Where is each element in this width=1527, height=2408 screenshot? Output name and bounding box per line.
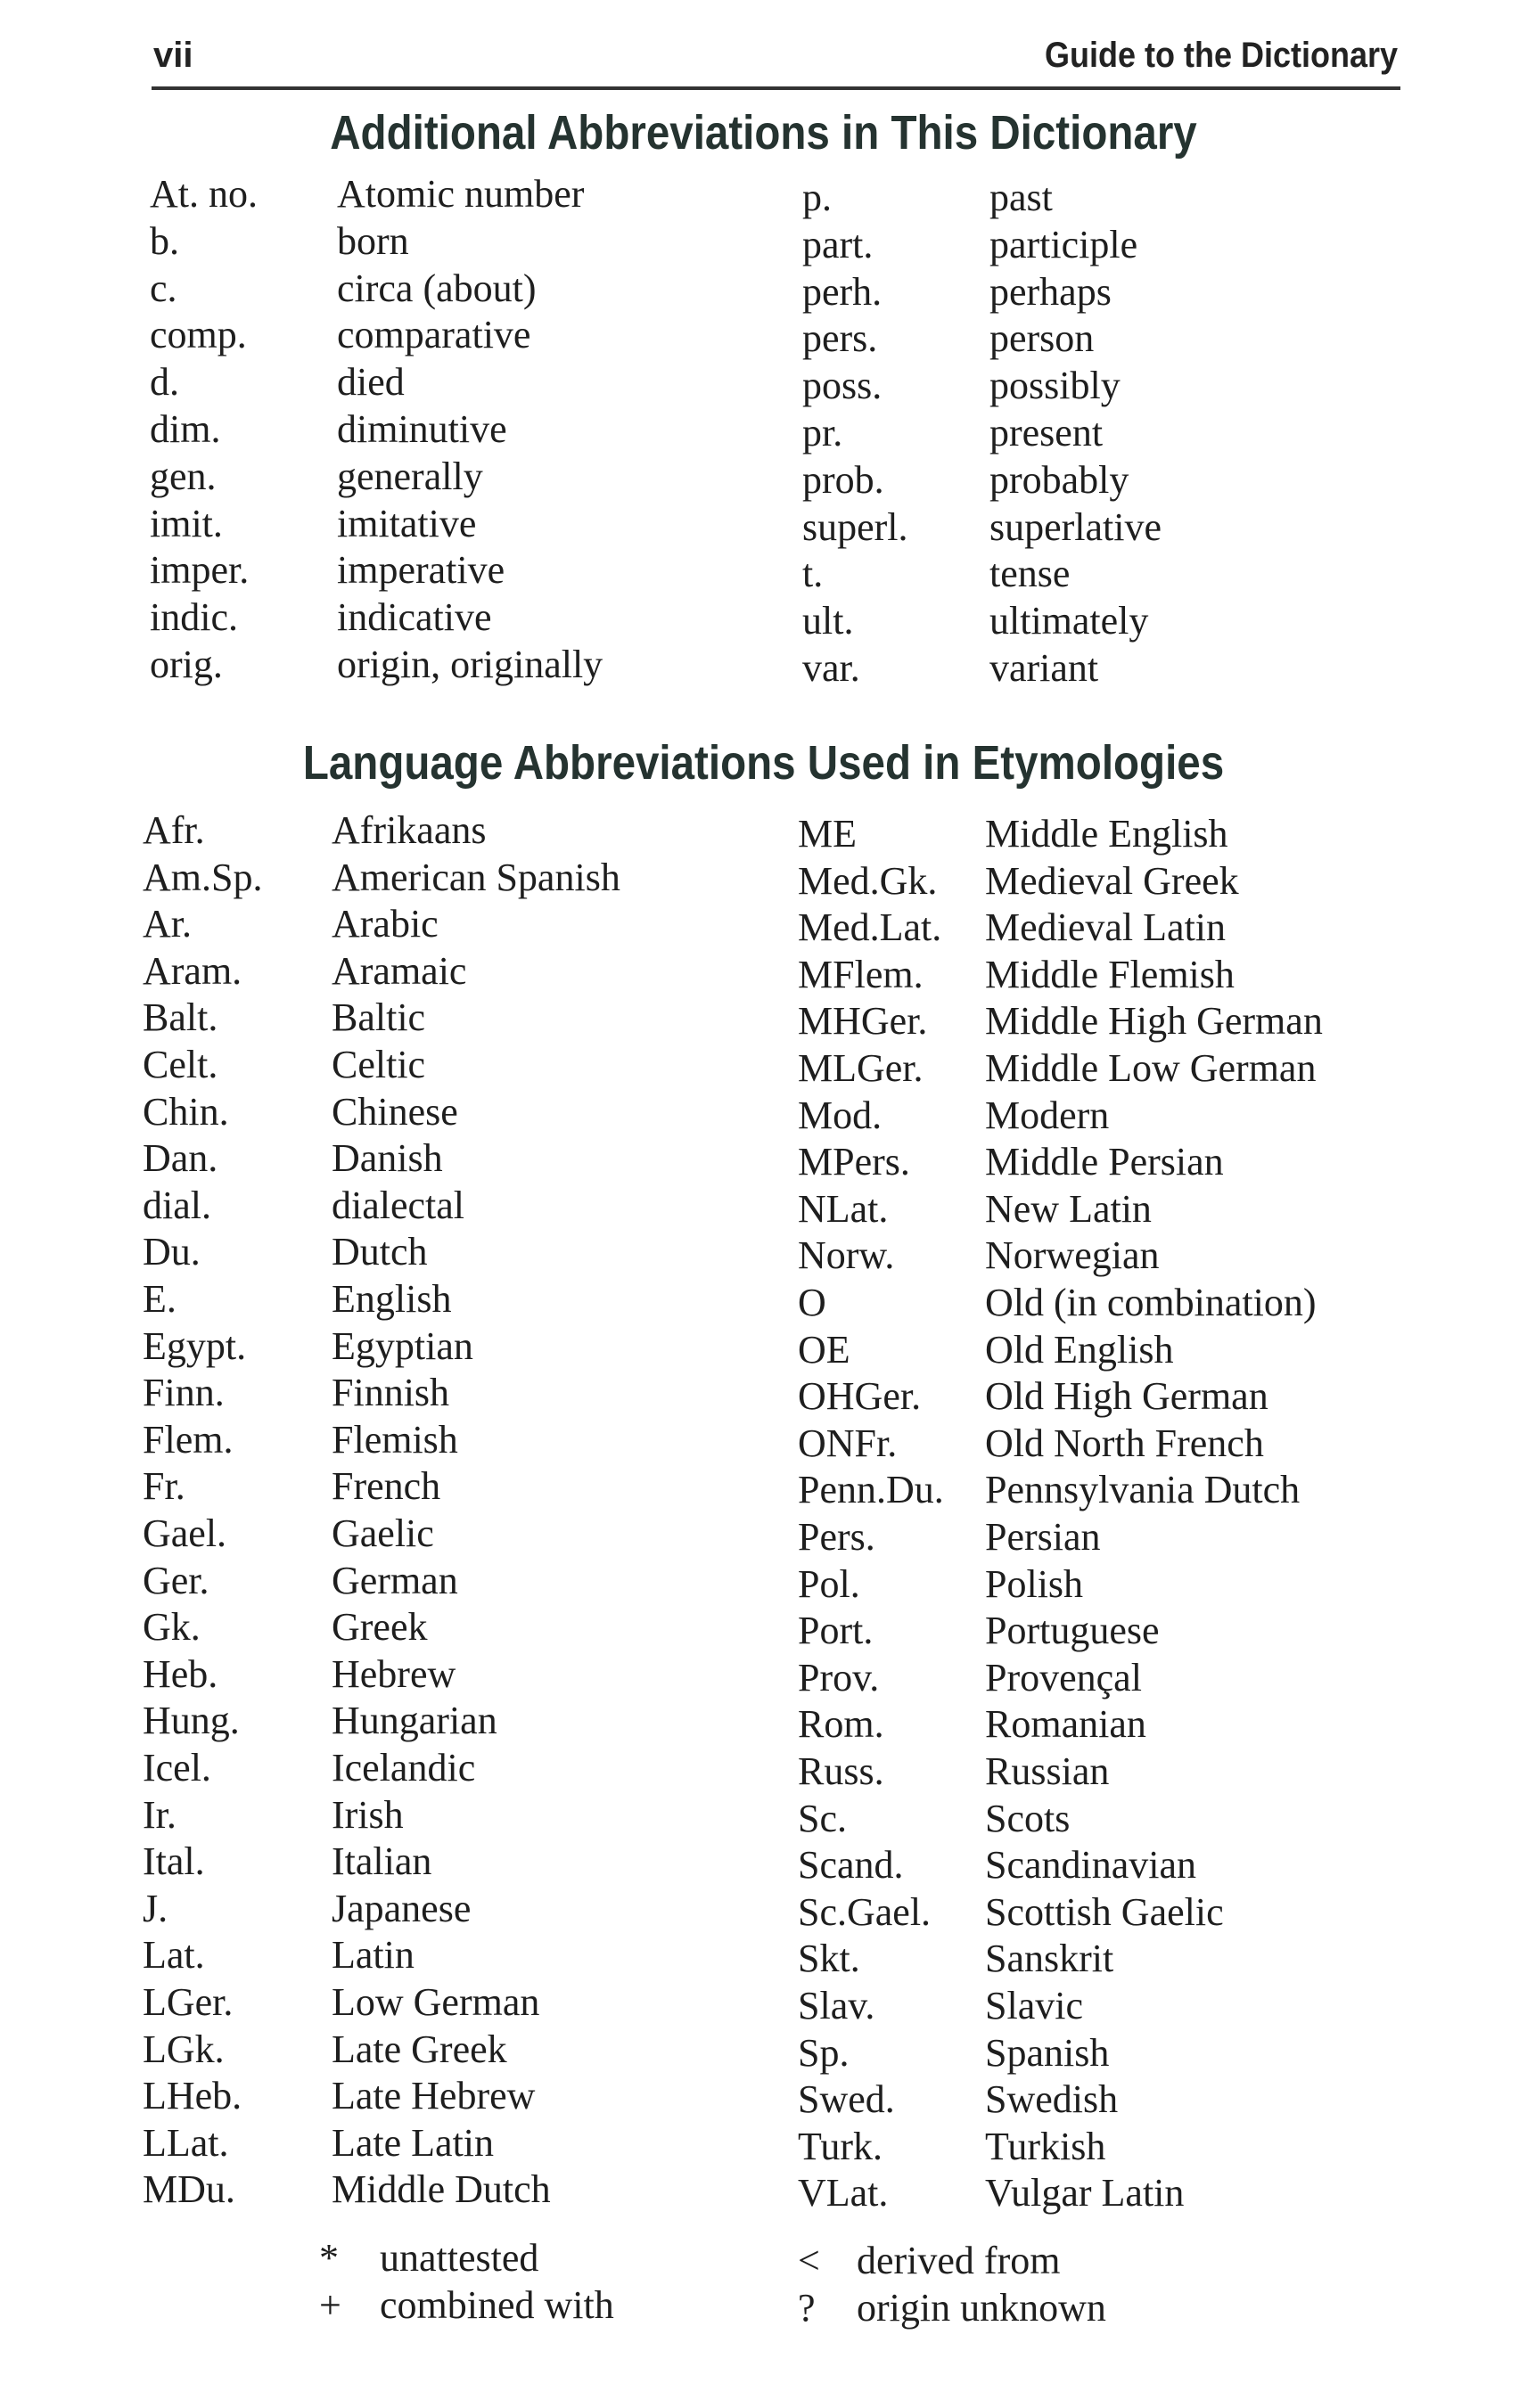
abbreviation-meaning: person [989, 316, 1095, 361]
abbreviation-meaning: Icelandic [332, 1746, 476, 1790]
abbreviation: Ital. [143, 1839, 205, 1884]
abbreviation: superl. [802, 504, 908, 549]
abbreviation-meaning: Medieval Greek [985, 858, 1239, 903]
abbreviation-meaning: diminutive [337, 407, 507, 451]
symbol-meaning: unattested [380, 2236, 539, 2280]
abbreviation-meaning: comparative [337, 313, 531, 357]
section-title-languages: Language Abbreviations Used in Etymologies [302, 736, 1225, 790]
header-rule [152, 86, 1400, 90]
abbreviation-meaning: died [337, 360, 405, 405]
abbreviation-meaning: present [989, 411, 1104, 455]
abbreviation-meaning: imperative [337, 548, 505, 593]
abbreviation-meaning: Baltic [332, 995, 426, 1040]
abbreviation: Scand. [798, 1843, 904, 1888]
abbreviation: pers. [802, 316, 878, 361]
abbreviation: LLat. [143, 2120, 229, 2165]
abbreviation-meaning: Middle Low German [985, 1046, 1317, 1090]
abbreviation-meaning: Low German [332, 1980, 540, 2024]
abbreviation-meaning: Modern [985, 1093, 1110, 1137]
abbreviation: Turk. [798, 2124, 883, 2168]
abbreviation-meaning: Slavic [985, 1984, 1083, 2027]
symbol-origin-unknown [798, 2285, 1106, 2330]
abbreviation: MPers. [798, 1140, 910, 1184]
abbreviation-meaning: Persian [985, 1515, 1101, 1559]
abbreviation-meaning: Japanese [332, 1886, 472, 1930]
abbreviation-meaning: indicative [337, 595, 492, 640]
abbreviation: imper. [150, 548, 250, 593]
abbreviation-meaning: Chinese [332, 1089, 458, 1134]
abbreviation-meaning: Late Hebrew [332, 2074, 536, 2118]
abbreviation: Pers. [798, 1515, 875, 1559]
abbreviation-meaning: Celtic [332, 1043, 426, 1086]
abbreviation: Gk. [143, 1605, 201, 1650]
abbreviation-meaning: Pennsylvania Dutch [985, 1468, 1301, 1512]
abbreviation: At. no. [150, 172, 258, 216]
abbreviation-meaning: ultimately [989, 599, 1149, 643]
abbreviation: LGer. [143, 1980, 234, 2024]
abbreviation: Russ. [798, 1749, 884, 1793]
abbreviation: O [798, 1281, 826, 1324]
symbol-mark: < [798, 2239, 820, 2282]
abbreviation-meaning: Provençal [985, 1655, 1142, 1700]
abbreviation: ult. [802, 599, 854, 643]
abbreviation-meaning: Middle English [985, 812, 1228, 856]
abbreviation: Am.Sp. [143, 855, 263, 899]
abbreviation: MLGer. [798, 1046, 924, 1090]
abbreviation-meaning: Late Latin [332, 2120, 495, 2165]
abbreviation: b. [150, 218, 179, 263]
abbreviation: c. [150, 266, 177, 310]
abbreviation: Penn.Du. [798, 1468, 944, 1512]
abbreviation: p. [802, 176, 832, 219]
abbreviation: Celt. [143, 1043, 218, 1086]
abbreviation-meaning: Romanian [985, 1702, 1146, 1747]
symbol-meaning: derived from [857, 2239, 1061, 2282]
abbreviation-meaning: dialectal [332, 1183, 465, 1227]
abbreviation-meaning: tense [989, 552, 1071, 596]
abbreviation: ME [798, 812, 857, 856]
abbreviation: Ger. [143, 1558, 209, 1602]
abbreviation: Med.Lat. [798, 905, 942, 950]
abbreviation-meaning: Polish [985, 1561, 1084, 1606]
abbreviation: OE [798, 1327, 850, 1372]
abbreviation-meaning: Russian [985, 1749, 1110, 1793]
symbol-derived-from [798, 2238, 1061, 2283]
symbol-combined-with [319, 2282, 614, 2328]
abbreviation: Afr. [143, 808, 205, 852]
abbreviation-meaning: possibly [989, 364, 1121, 408]
abbreviation: MHGer. [798, 999, 928, 1044]
abbreviation-meaning: Middle Flemish [985, 952, 1235, 996]
abbreviation: Balt. [143, 995, 218, 1040]
abbreviation-meaning: Flemish [332, 1417, 458, 1462]
abbreviation: pr. [802, 411, 843, 455]
abbreviation: Swed. [798, 2077, 895, 2122]
abbreviation: Chin. [143, 1089, 229, 1134]
abbreviation-meaning: Greek [332, 1605, 428, 1650]
abbreviation: Sp. [798, 2030, 850, 2075]
abbreviation-meaning: generally [337, 454, 483, 498]
abbreviation: Slav. [798, 1984, 875, 2027]
abbreviation-meaning: Atomic number [337, 172, 585, 216]
abbreviation-meaning: participle [989, 222, 1138, 266]
abbreviation: dim. [150, 407, 221, 451]
abbreviation-meaning: American Spanish [332, 855, 620, 899]
abbreviation-meaning: born [337, 218, 409, 263]
abbreviation: prob. [802, 457, 884, 502]
abbreviation-meaning: Middle High German [985, 999, 1323, 1044]
abbreviation-meaning: Italian [332, 1839, 432, 1884]
abbreviation-meaning: Aramaic [332, 948, 467, 993]
abbreviation: Sc. [798, 1796, 847, 1840]
symbol-mark: + [319, 2283, 341, 2327]
symbol-mark: * [319, 2236, 339, 2280]
abbreviation: imit. [150, 501, 223, 545]
abbreviation: d. [150, 360, 179, 405]
abbreviation-meaning: imitative [337, 501, 477, 545]
abbreviation-meaning: German [332, 1558, 458, 1602]
abbreviation: Icel. [143, 1746, 211, 1790]
abbreviation: comp. [150, 313, 247, 357]
abbreviation-meaning: New Latin [985, 1186, 1152, 1231]
abbreviation: J. [143, 1886, 168, 1930]
abbreviation: dial. [143, 1183, 211, 1227]
page-number: vii [153, 36, 193, 75]
abbreviation-meaning: French [332, 1464, 441, 1509]
abbreviation: Lat. [143, 1933, 205, 1978]
abbreviation-meaning: Egyptian [332, 1323, 473, 1368]
abbreviation: Finn. [143, 1371, 225, 1415]
abbreviation: orig. [150, 643, 223, 686]
abbreviation-meaning: Portuguese [985, 1609, 1160, 1653]
abbreviation-meaning: Afrikaans [332, 808, 487, 852]
abbreviation: part. [802, 222, 874, 266]
abbreviation: gen. [150, 454, 217, 498]
abbreviation-meaning: Dutch [332, 1230, 428, 1274]
running-head: Guide to the Dictionary [1044, 36, 1398, 75]
abbreviation-meaning: Old (in combination) [985, 1281, 1317, 1324]
abbreviation-meaning: Scots [985, 1796, 1071, 1840]
abbreviation-meaning: Latin [332, 1933, 415, 1978]
abbreviation-meaning: Scottish Gaelic [985, 1889, 1224, 1934]
abbreviation: Dan. [143, 1136, 218, 1181]
symbol-meaning: origin unknown [857, 2286, 1106, 2330]
abbreviation-meaning: Old English [985, 1327, 1174, 1372]
abbreviation: LGk. [143, 2027, 225, 2071]
abbreviation: OHGer. [798, 1374, 922, 1419]
abbreviation: Rom. [798, 1702, 884, 1747]
abbreviation-meaning: Medieval Latin [985, 905, 1227, 950]
abbreviation-meaning: Spanish [985, 2030, 1110, 2075]
abbreviation: Ir. [143, 1792, 177, 1837]
abbreviation-meaning: Finnish [332, 1371, 450, 1415]
abbreviation: LHeb. [143, 2074, 242, 2118]
abbreviation-meaning: Hungarian [332, 1699, 497, 1743]
abbreviation: perh. [802, 269, 883, 314]
abbreviation: Hung. [143, 1699, 240, 1743]
abbreviation: Du. [143, 1230, 201, 1274]
abbreviation-meaning: Old North French [985, 1421, 1264, 1465]
abbreviation: Ar. [143, 902, 192, 946]
abbreviation: poss. [802, 364, 883, 408]
abbreviation: Aram. [143, 948, 242, 993]
symbol-meaning: combined with [380, 2283, 614, 2327]
abbreviation: VLat. [798, 2171, 889, 2216]
abbreviation-meaning: Arabic [332, 902, 439, 946]
abbreviation: E. [143, 1277, 177, 1321]
abbreviation: var. [802, 646, 860, 690]
abbreviation-meaning: Turkish [985, 2124, 1106, 2168]
abbreviation-meaning: English [332, 1277, 452, 1321]
abbreviation: Mod. [798, 1093, 883, 1137]
abbreviation-meaning: probably [989, 457, 1129, 502]
abbreviation-meaning: superlative [989, 504, 1162, 549]
abbreviation: Heb. [143, 1651, 218, 1696]
abbreviation-meaning: Middle Persian [985, 1140, 1224, 1184]
abbreviation-meaning: circa (about) [337, 266, 537, 310]
symbol-mark: ? [798, 2286, 816, 2330]
abbreviation: NLat. [798, 1186, 889, 1231]
abbreviation-meaning: Scandinavian [985, 1843, 1197, 1888]
abbreviation-meaning: Late Greek [332, 2027, 507, 2071]
section-title-additional: Additional Abbreviations in This Dictionary [330, 106, 1197, 160]
abbreviation-meaning: past [989, 176, 1053, 219]
abbreviation: Norw. [798, 1233, 895, 1278]
abbreviation: Skt. [798, 1937, 860, 1981]
abbreviation: Prov. [798, 1655, 880, 1700]
abbreviation: Med.Gk. [798, 858, 938, 903]
abbreviation-meaning: Norwegian [985, 1233, 1160, 1278]
abbreviation-meaning: perhaps [989, 269, 1112, 314]
abbreviation: MFlem. [798, 952, 924, 996]
abbreviation-meaning: Gaelic [332, 1511, 434, 1555]
abbreviation: Sc.Gael. [798, 1889, 932, 1934]
abbreviation: Flem. [143, 1417, 234, 1462]
abbreviation: t. [802, 552, 824, 596]
abbreviation-meaning: Swedish [985, 2077, 1119, 2122]
abbreviation: MDu. [143, 2167, 235, 2212]
abbreviation-meaning: Old High German [985, 1374, 1268, 1419]
abbreviation-meaning: origin, originally [337, 643, 603, 686]
abbreviation-meaning: Middle Dutch [332, 2167, 551, 2212]
abbreviation: ONFr. [798, 1421, 898, 1465]
abbreviation-meaning: Danish [332, 1136, 443, 1181]
abbreviation-meaning: Vulgar Latin [985, 2171, 1185, 2216]
abbreviation: Egypt. [143, 1323, 247, 1368]
abbreviation-meaning: Irish [332, 1792, 404, 1837]
abbreviation: Port. [798, 1609, 874, 1653]
abbreviation: Pol. [798, 1561, 860, 1606]
abbreviation: indic. [150, 595, 238, 640]
abbreviation: Fr. [143, 1464, 185, 1509]
abbreviation: Gael. [143, 1511, 227, 1555]
abbreviation-meaning: variant [989, 646, 1099, 690]
symbol-unattested [319, 2235, 539, 2281]
abbreviation-meaning: Hebrew [332, 1651, 456, 1696]
abbreviation-meaning: Sanskrit [985, 1937, 1114, 1981]
